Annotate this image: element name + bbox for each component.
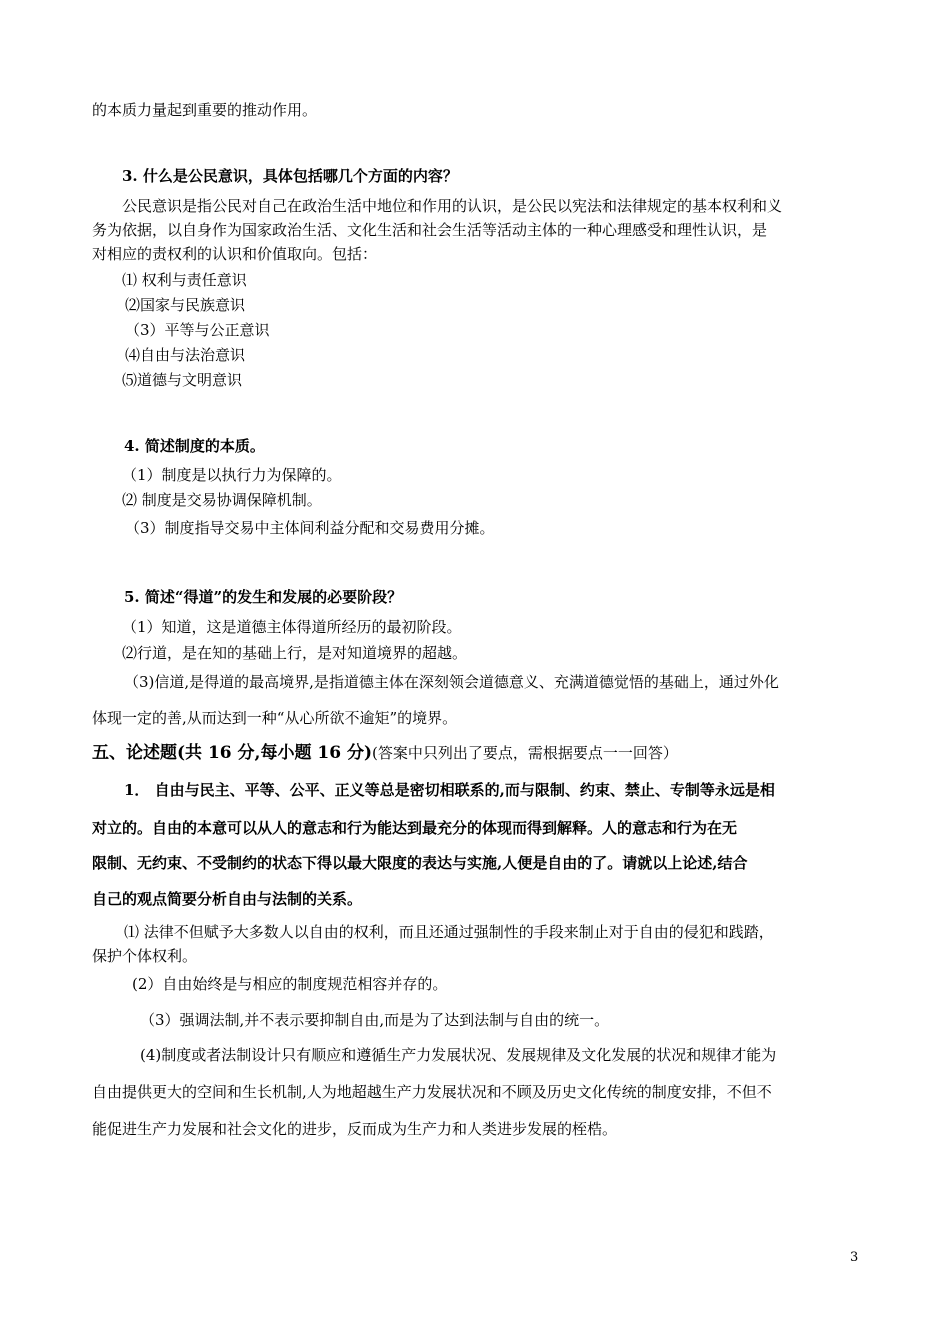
essay-question: 对立的。自由的本意可以从人的意志和行为能达到最充分的体现而得到解释。人的意志和行为在无 xyxy=(92,819,738,837)
text-line: 的本质力量起到重要的推动作用。 xyxy=(92,101,318,119)
text-line: 公民意识是指公民对自己在政治生活中地位和作用的认识，是公民以宪法和法律规定的基本权利和义 xyxy=(122,197,783,215)
list-item: （3）制度指导交易中主体间利益分配和交易费用分摊。 xyxy=(125,519,495,537)
essay-question: 1． 自由与民主、平等、公平、正义等总是密切相联系的,而与限制、约束、禁止、专制等永远是相 xyxy=(124,781,775,799)
essay-question: 限制、无约束、不受制约的状态下得以最大限度的表达与实施,人便是自由的了。请就以上论述,结合 xyxy=(92,854,748,872)
answer-point: (2）自由始终是与相应的制度规范相容并存的。 xyxy=(132,975,448,993)
question-heading: 5. 简述“得道”的发生和发展的必要阶段？ xyxy=(124,588,403,606)
section-heading-title: 五、论述题(共 16 分,每小题 16 分) xyxy=(92,743,372,763)
text-line: 体现一定的善,从而达到一种“从心所欲不逾矩”的境界。 xyxy=(92,709,458,727)
list-item: ⑸道德与文明意识 xyxy=(122,371,243,389)
list-item: ⑷自由与法治意识 xyxy=(125,346,246,364)
text-line: 自由提供更大的空间和生长机制,人为地超越生产力发展状况和不顾及历史文化传统的制度安排，不但不 xyxy=(92,1083,772,1101)
question-heading: 4. 简述制度的本质。 xyxy=(124,437,265,455)
page-number: 3 xyxy=(850,1250,859,1265)
answer-point: ⑴ 法律不但赋予大多数人以自由的权利，而且还通过强制性的手段来制止对于自由的侵犯和践踏， xyxy=(124,923,774,941)
question-heading: 3. 什么是公民意识，具体包括哪几个方面的内容？ xyxy=(122,167,458,185)
list-item: （1）知道，这是道德主体得道所经历的最初阶段。 xyxy=(122,618,462,636)
list-item: （1）制度是以执行力为保障的。 xyxy=(122,466,342,484)
section-heading xyxy=(92,743,678,763)
text-line: 保护个体权利。 xyxy=(92,947,198,965)
list-item: ⑵国家与民族意识 xyxy=(125,296,246,314)
list-item: （3)信道,是得道的最高境界,是指道德主体在深刻领会道德意义、充满道德觉悟的基础上，通过外化 xyxy=(124,673,779,691)
text-line: 务为依据，以自身作为国家政治生活、文化生活和社会生活等活动主体的一种心理感受和理性认识，是 xyxy=(92,221,768,239)
text-line: 能促进生产力发展和社会文化的进步，反而成为生产力和人类进步发展的桎梏。 xyxy=(92,1120,618,1138)
essay-question: 自己的观点简要分析自由与法制的关系。 xyxy=(92,890,363,908)
list-item: ⑵ 制度是交易协调保障机制。 xyxy=(122,491,322,509)
section-heading-note: (答案中只列出了要点，需根据要点一一回答） xyxy=(372,744,678,762)
answer-point: （3）强调法制,并不表示要抑制自由,而是为了达到法制与自由的统一。 xyxy=(140,1011,610,1029)
list-item: （3）平等与公正意识 xyxy=(125,321,270,339)
text-line: 对相应的责权利的认识和价值取向。包括： xyxy=(92,245,378,263)
list-item: ⑵行道，是在知的基础上行，是对知道境界的超越。 xyxy=(122,644,468,662)
answer-point: (4)制度或者法制设计只有顺应和遵循生产力发展状况、发展规律及文化发展的状况和规律才能为 xyxy=(140,1046,777,1064)
list-item: ⑴ 权利与责任意识 xyxy=(122,271,247,289)
